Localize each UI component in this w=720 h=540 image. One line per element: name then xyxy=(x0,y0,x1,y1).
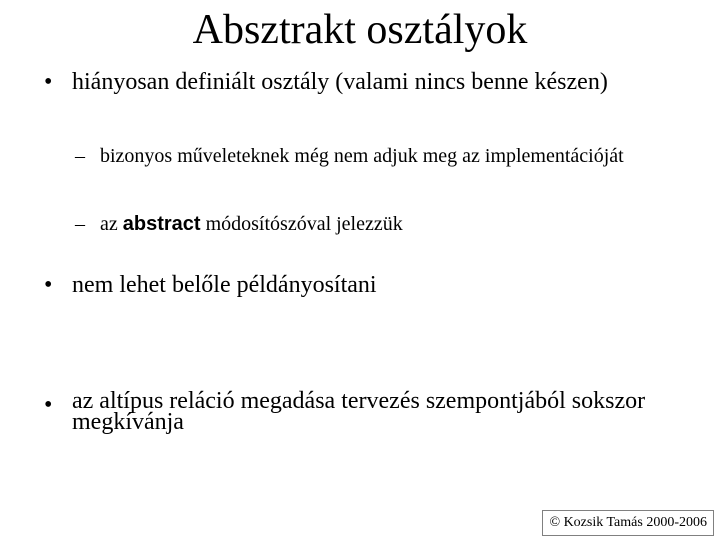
bullet-text: hiányosan definiált osztály (valami nincs benne készen) xyxy=(72,69,608,95)
copyright-footer: © Kozsik Tamás 2000-2006 xyxy=(542,510,714,536)
sub-text: bizonyos műveleteknek még nem adjuk meg az implementációját xyxy=(100,145,624,167)
bullet-item-2 xyxy=(44,271,664,300)
sub-mark: – xyxy=(75,145,85,167)
sub-mark: – xyxy=(75,213,85,235)
bullet-mark: • xyxy=(44,69,53,95)
sub-item-2 xyxy=(75,211,675,237)
sub-item-1 xyxy=(75,143,675,169)
bullet-text: az altípus reláció megadása tervezés szempontjából sokszor megkívánja xyxy=(72,388,646,435)
sub-text-suffix: módosítószóval jelezzük xyxy=(200,213,403,235)
bullet-mark: • xyxy=(44,272,53,298)
bullet-mark: • xyxy=(44,392,53,418)
sub-text xyxy=(100,211,675,237)
bullet-text: nem lehet belőle példányosítani xyxy=(72,272,377,298)
slide-title: Absztrakt osztályok xyxy=(192,7,528,53)
keyword-abstract: abstract xyxy=(122,213,201,235)
bullet-item-3 xyxy=(44,388,664,435)
bullet-item-1 xyxy=(44,68,664,97)
sub-text-prefix: az xyxy=(100,213,123,235)
